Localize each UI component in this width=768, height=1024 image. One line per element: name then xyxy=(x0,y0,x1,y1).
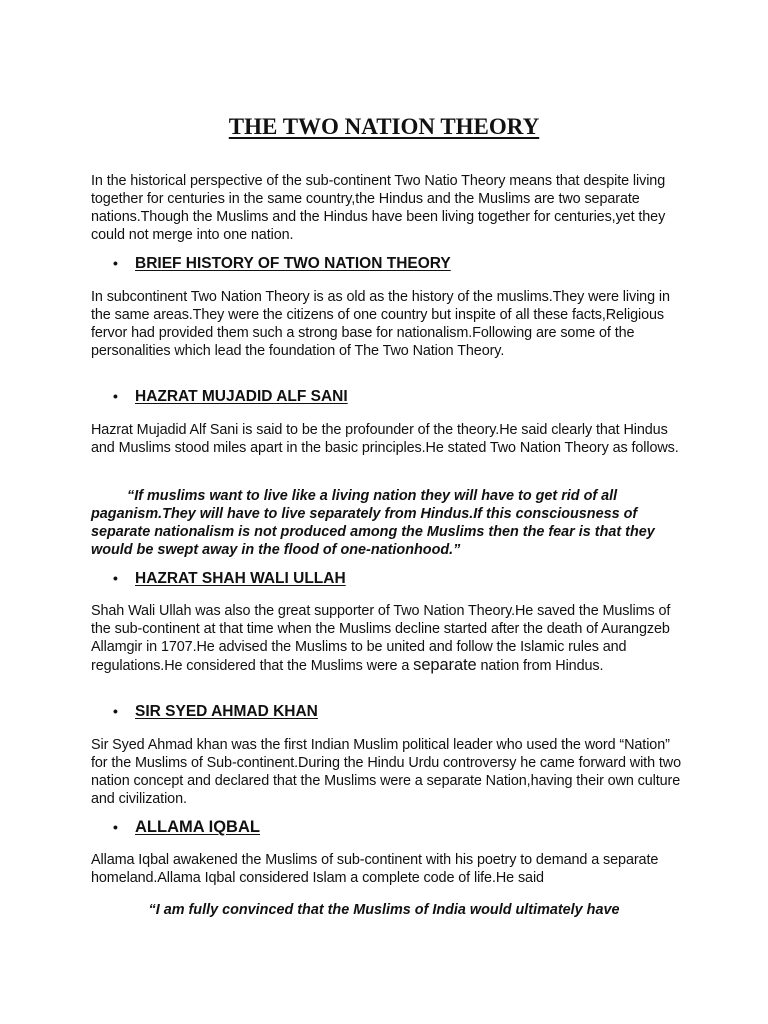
section-body-emphasis: separate xyxy=(413,656,477,674)
intro-paragraph: In the historical perspective of the sub-continent Two Natio Theory means that despite living together for centuries in the same country,the Hindus and the Muslims are two separate nations.Though the Muslims and the Hindus have been living together for centuries,yet they could not merge into one nation. xyxy=(91,173,666,243)
section-heading-shah-wali-ullah xyxy=(113,570,346,588)
section-body-brief-history: In subcontinent Two Nation Theory is as old as the history of the muslims.They were living in the same areas.They were the citizens of one country but inspite of all these facts,Religious fervor had provided them such a strong base for nationalism.Following are some of the personalities which lead the foundation of The Two Nation Theory. xyxy=(91,289,670,359)
section-body-allama-iqbal: Allama Iqbal awakened the Muslims of sub-continent with his poetry to demand a separate homeland.Allama Iqbal considered Islam a complete code of life.He said xyxy=(91,852,659,886)
bullet-icon: • xyxy=(113,570,118,586)
section-heading-mujadid-alf-sani xyxy=(113,388,348,406)
bullet-icon: • xyxy=(113,819,118,835)
bullet-icon: • xyxy=(113,388,118,404)
section-body-mujadid-alf-sani: Hazrat Mujadid Alf Sani is said to be the profounder of the theory.He said clearly that Hindus and Muslims stood miles apart in the basic principles.He stated Two Nation Theory as follows. xyxy=(91,422,679,456)
section-heading-allama-iqbal xyxy=(113,818,260,837)
quote-allama-iqbal: “I am fully convinced that the Muslims of India would ultimately have xyxy=(148,902,620,918)
bullet-icon: • xyxy=(113,255,118,271)
section-heading-text: BRIEF HISTORY OF TWO NATION THEORY xyxy=(135,255,451,272)
section-heading-text: SIR SYED AHMAD KHAN xyxy=(135,703,318,720)
section-body-text: nation from Hindus. xyxy=(476,658,604,674)
section-body-shah-wali-ullah xyxy=(91,602,681,675)
section-body-text: Shah Wali Ullah was also the great supporter of Two Nation Theory.He saved the Muslims of the sub-continent at that time when the Muslims decline started after the death of Aurangzeb Allamgir in 1707.He advised the Muslims to be united and follow the Islamic rules and regulations.He considered that the Muslims were a xyxy=(91,603,671,674)
bullet-icon: • xyxy=(113,703,118,719)
section-body-sir-syed: Sir Syed Ahmad khan was the first Indian Muslim political leader who used the word “Nation” for the Muslims of Sub-continent.During the Hindu Urdu controversy he came forward with two nation concept and declared that the Muslims were a separate Nation,having their own culture and civilization. xyxy=(91,737,681,807)
section-heading-text: ALLAMA IQBAL xyxy=(135,818,260,836)
section-heading-text: HAZRAT MUJADID ALF SANI xyxy=(135,388,348,405)
document-title: THE TWO NATION THEORY xyxy=(228,114,540,139)
section-heading-text: HAZRAT SHAH WALI ULLAH xyxy=(135,570,346,587)
section-heading-brief-history xyxy=(113,255,451,273)
section-heading-sir-syed xyxy=(113,703,318,721)
quote-mujadid-alf-sani: “If muslims want to live like a living nation they will have to get rid of all paganism.They will have to live separately from Hindus.If this consciousness of separate nationalism is not produced among the Muslims then the fear is that they would be swept away in the flood of one-nationhood.” xyxy=(91,488,655,558)
